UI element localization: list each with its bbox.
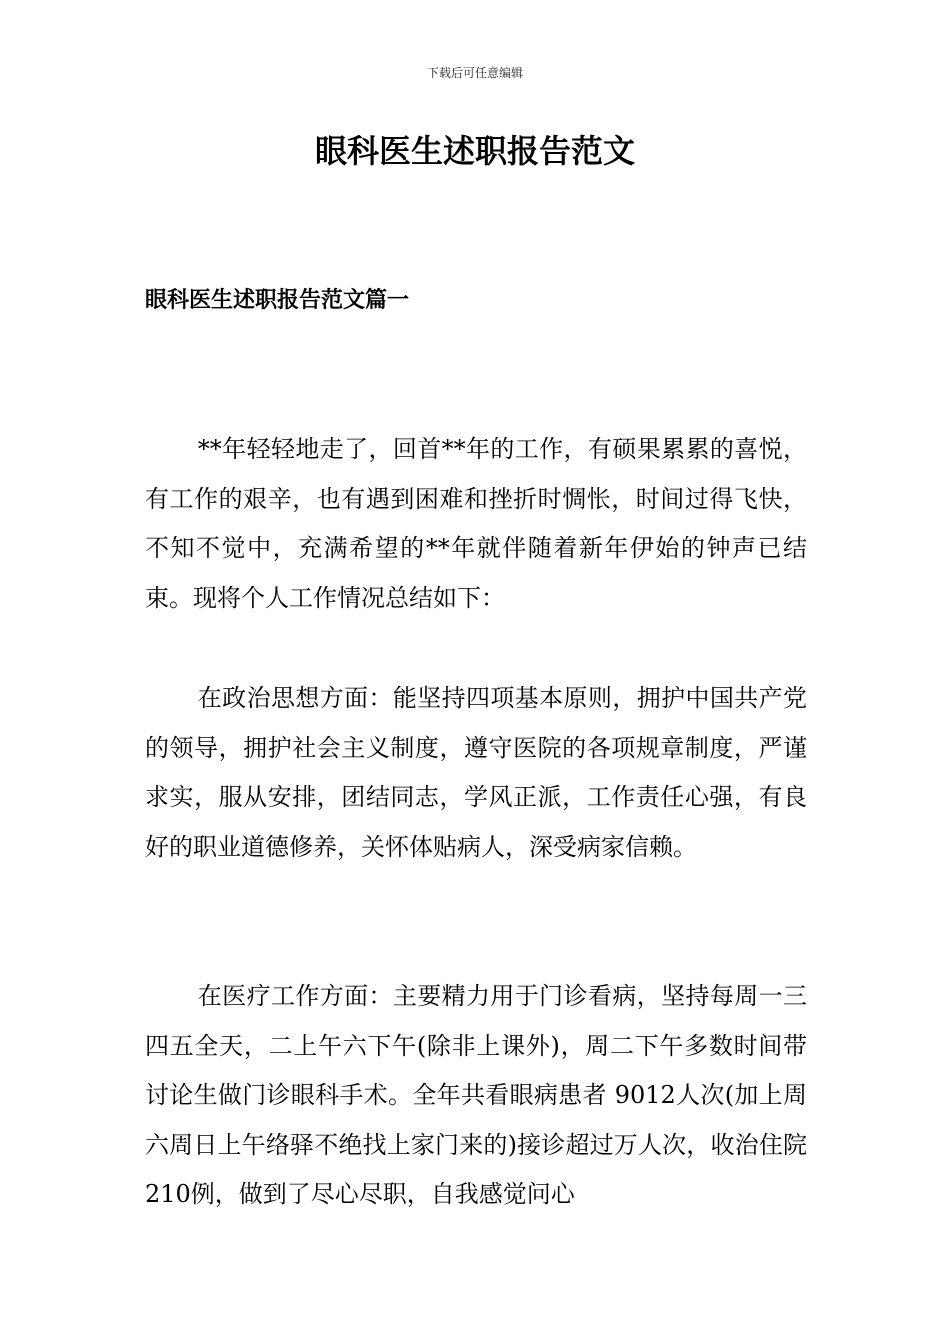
header-note: 下载后可任意编辑 xyxy=(426,66,523,80)
paragraph-medical-work: 在医疗工作方面：主要精力用于门诊看病，坚持每周一三四五全天，二上午六下午(除非上课外)，周二下午多数时间带讨论生做门诊眼科手术。全年共看眼病患者 9012人次(加上周六周日上午络驿不绝找上家门来的)接诊超过万人次，收治住院210例，做到了尽心尽职，自我感觉问心 xyxy=(145,982,807,1209)
paragraph-political-thought: 在政治思想方面：能坚持四项基本原则，拥护中国共产党的领导，拥护社会主义制度，遵守医院的各项规章制度，严谨求实，服从安排，团结同志，学风正派，工作责任心强，有良好的职业道德修养，关怀体贴病人，深受病家信赖。 xyxy=(145,684,807,861)
document-title: 眼科医生述职报告范文 xyxy=(314,132,635,170)
paragraph-intro: **年轻轻地走了，回首**年的工作，有硕果累累的喜悦，有工作的艰辛，也有遇到困难和挫折时惆怅，时间过得飞快，不知不觉中，充满希望的**年就伴随着新年伊始的钟声已结束。现将个人工作情况总结如下： xyxy=(145,435,807,612)
section-heading: 眼科医生述职报告范文篇一 xyxy=(145,287,410,313)
